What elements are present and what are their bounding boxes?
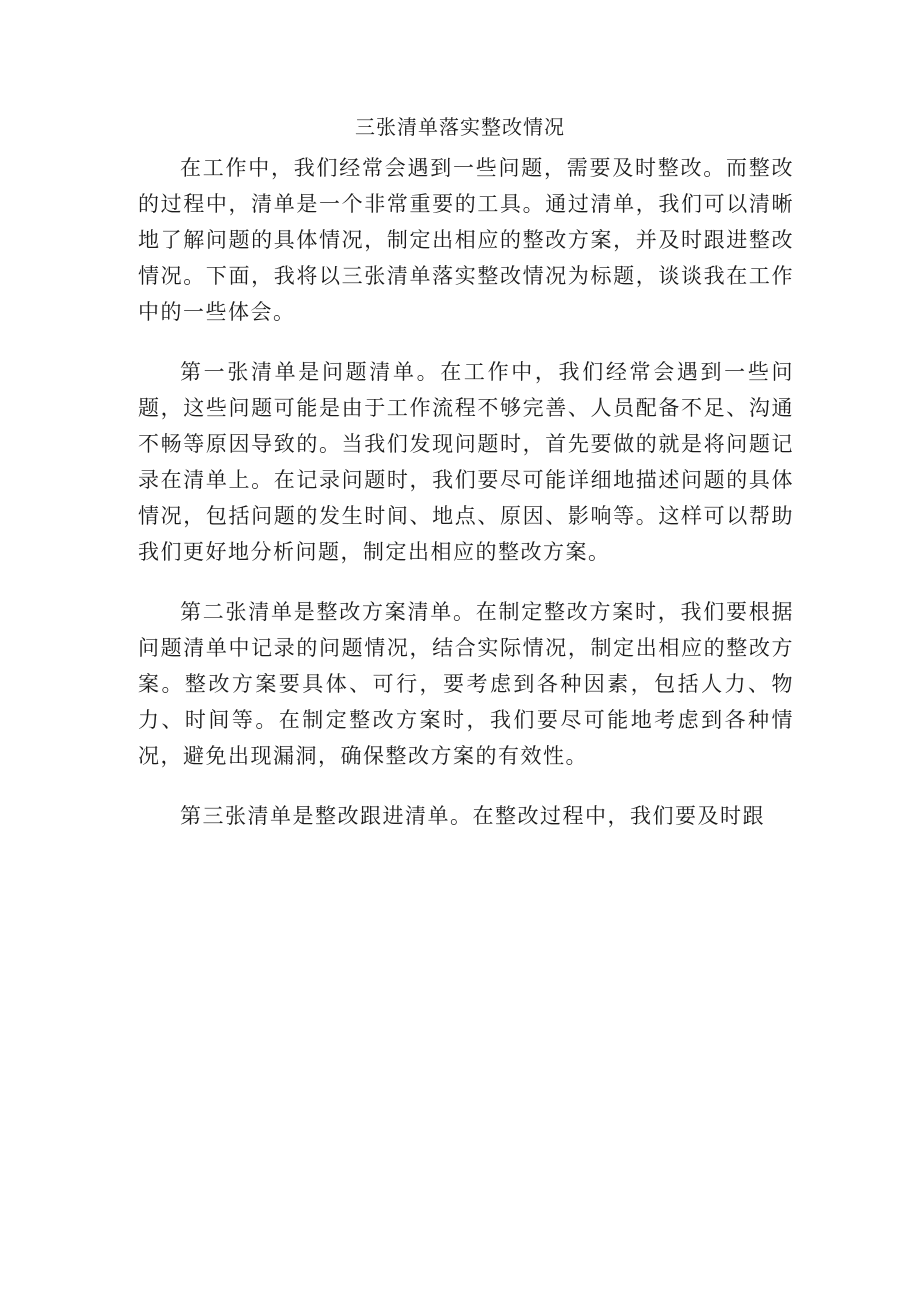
- document-title: 三张清单落实整改情况: [355, 115, 565, 139]
- paragraph-follow-up-list: 第三张清单是整改跟进清单。在整改过程中，我们要及时跟: [180, 804, 765, 828]
- paragraph-intro: 在工作中，我们经常会遇到一些问题，需要及时整改。而整改的过程中，清单是一个非常重要的工具。通过清单，我们可以清晰地了解问题的具体情况，制定出相应的整改方案，并及时跟进整改情况。下面，我将以三张清单落实整改情况为标题，谈谈我在工作中的一些体会。: [138, 156, 794, 324]
- paragraph-problem-list: 第一张清单是问题清单。在工作中，我们经常会遇到一些问题，这些问题可能是由于工作流程不够完善、人员配备不足、沟通不畅等原因导致的。当我们发现问题时，首先要做的就是将问题记录在清单上。在记录问题时，我们要尽可能详细地描述问题的具体情况，包括问题的发生时间、地点、原因、影响等。这样可以帮助我们更好地分析问题，制定出相应的整改方案。: [138, 360, 794, 564]
- document-body: [138, 150, 794, 858]
- paragraph-rectification-plan-list: 第二张清单是整改方案清单。在制定整改方案时，我们要根据问题清单中记录的问题情况，结合实际情况，制定出相应的整改方案。整改方案要具体、可行，要考虑到各种因素，包括人力、物力、时间等。在制定整改方案时，我们要尽可能地考虑到各种情况，避免出现漏洞，确保整改方案的有效性。: [138, 600, 794, 768]
